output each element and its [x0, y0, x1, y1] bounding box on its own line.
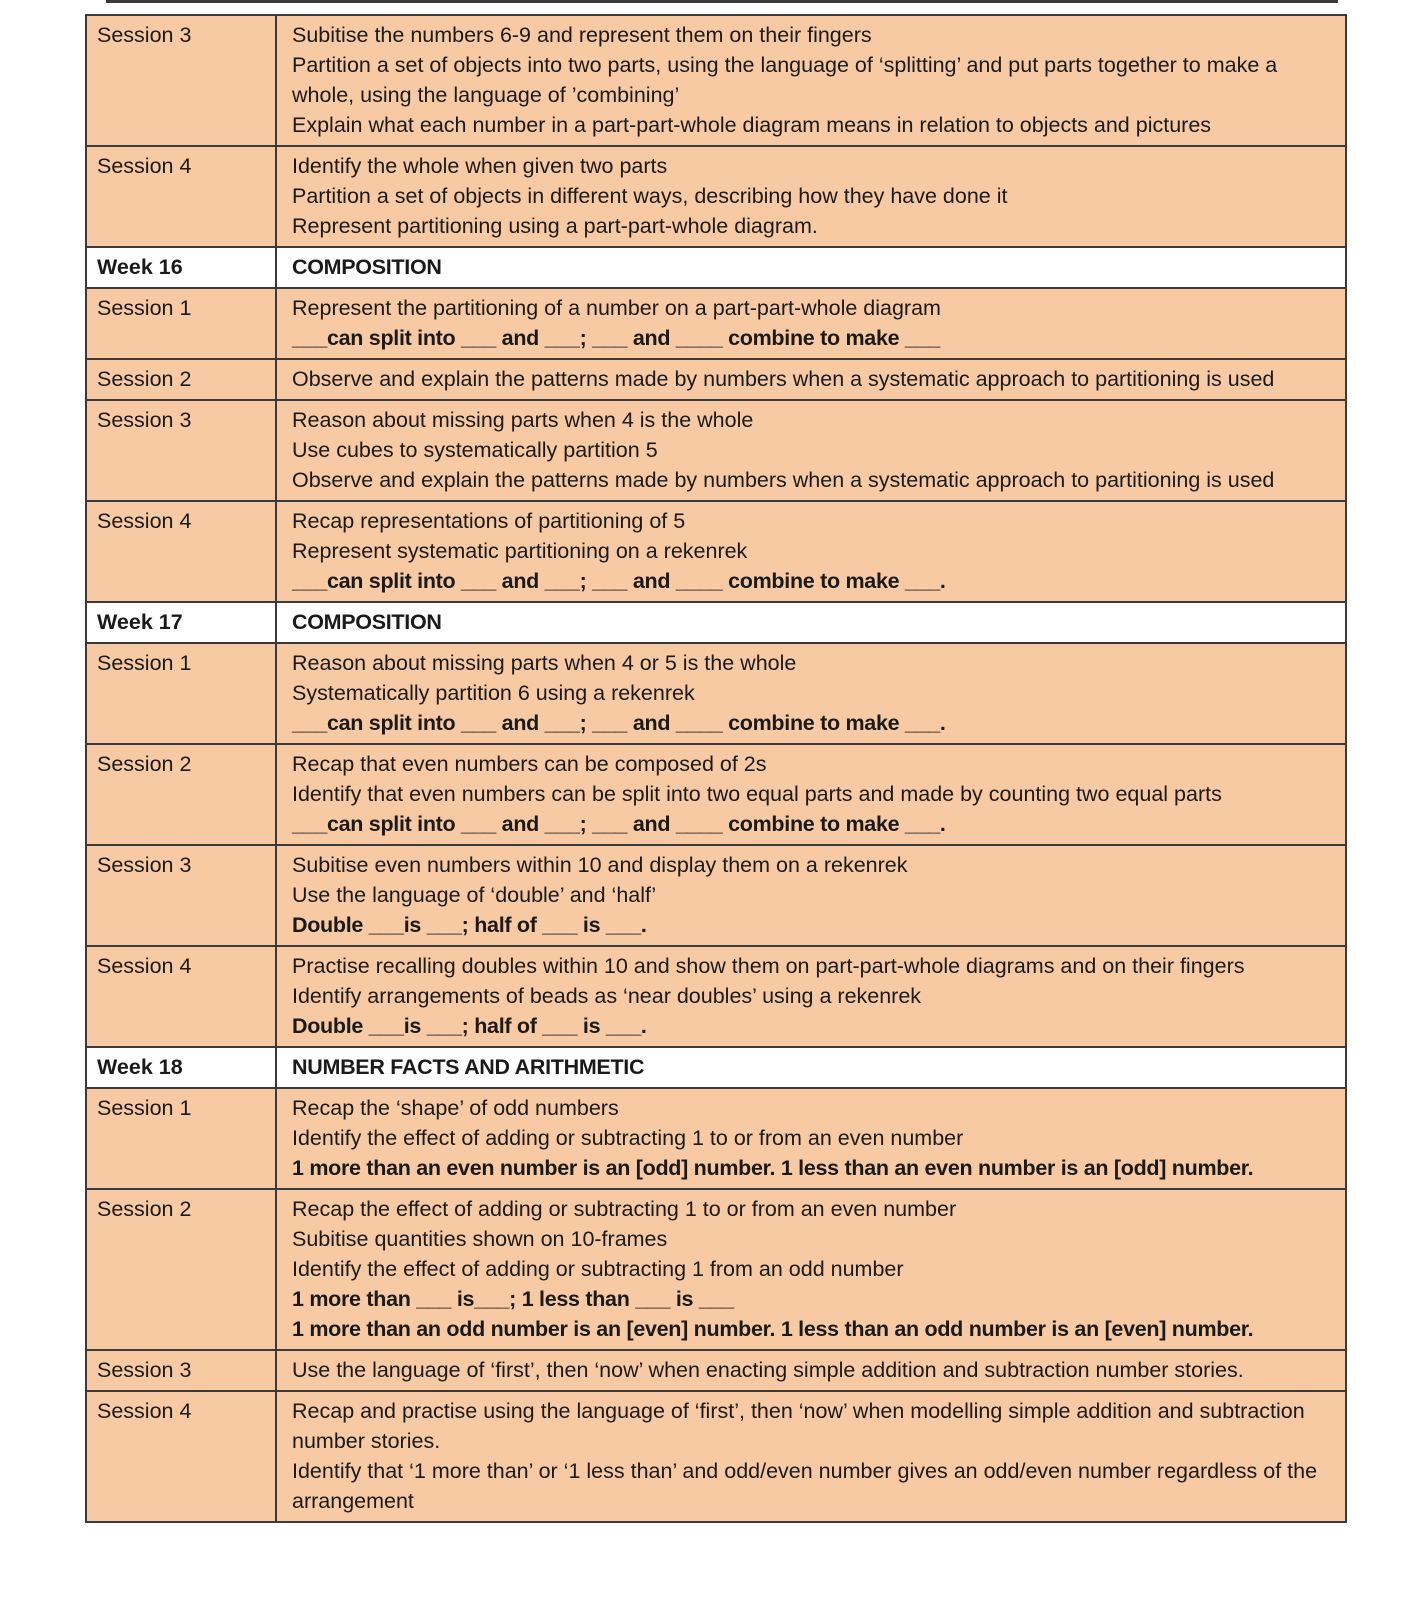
session-row [87, 16, 1345, 145]
objective-line: Use cubes to systematically partition 5 [292, 438, 658, 462]
session-description-cell [277, 16, 1345, 145]
session-label: Session 3 [97, 1358, 192, 1382]
session-label: Session 3 [97, 23, 192, 47]
session-label-cell [87, 360, 277, 399]
session-label-cell [87, 147, 277, 246]
session-label: Session 4 [97, 954, 192, 978]
objective-line: Identify the effect of adding or subtracting 1 to or from an even number [292, 1126, 964, 1150]
session-label-cell [87, 1392, 277, 1521]
session-row [87, 642, 1345, 743]
key-phrase-line: 1 more than ___ is___; 1 less than ___ is ___ [292, 1287, 734, 1311]
session-row [87, 500, 1345, 601]
session-description-cell [277, 401, 1345, 500]
key-phrase-line: 1 more than an even number is an [odd] number. 1 less than an even number is an [odd] number. [292, 1156, 1254, 1180]
session-row [87, 743, 1345, 844]
session-description-cell [277, 502, 1345, 601]
objective-line: Subitise even numbers within 10 and display them on a rekenrek [292, 853, 908, 877]
week-label: Week 17 [97, 610, 183, 634]
session-label-cell [87, 16, 277, 145]
session-label: Session 1 [97, 296, 192, 320]
session-label: Session 4 [97, 1399, 192, 1423]
session-label-cell [87, 947, 277, 1046]
session-row [87, 287, 1345, 358]
session-label-cell [87, 289, 277, 358]
objective-line: Represent partitioning using a part-part-whole diagram. [292, 214, 818, 238]
week-label-cell [87, 603, 277, 642]
objective-line: Partition a set of objects into two parts, using the language of ‘splitting’ and put parts together to make a whole, using the language of ’combining’ [292, 53, 1278, 107]
session-label-cell [87, 401, 277, 500]
objective-line: Identify arrangements of beads as ‘near doubles’ using a rekenrek [292, 984, 922, 1008]
session-row [87, 358, 1345, 399]
key-phrase-line: Double ___is ___; half of ___ is ___. [292, 1014, 647, 1038]
objective-line: Recap that even numbers can be composed of 2s [292, 752, 767, 776]
session-label: Session 1 [97, 651, 192, 675]
key-phrase-line: ___can split into ___ and ___; ___ and ____ combine to make ___. [292, 711, 946, 735]
session-row [87, 145, 1345, 246]
key-phrase-line: COMPOSITION [292, 255, 442, 279]
session-label-cell [87, 1089, 277, 1188]
objective-line: Identify the whole when given two parts [292, 154, 668, 178]
session-label-cell [87, 502, 277, 601]
curriculum-table [85, 14, 1347, 1523]
session-row [87, 844, 1345, 945]
session-label: Session 1 [97, 1096, 192, 1120]
objective-line: Recap and practise using the language of ‘first’, then ‘now’ when modelling simple addition and subtraction number stories. [292, 1399, 1305, 1453]
week-topic-cell [277, 248, 1345, 287]
objective-line: Reason about missing parts when 4 is the whole [292, 408, 754, 432]
session-row [87, 1188, 1345, 1349]
previous-row-border-fragment [106, 0, 1338, 3]
week-header-row [87, 601, 1345, 642]
session-description-cell [277, 1351, 1345, 1390]
session-label-cell [87, 644, 277, 743]
objective-line: Subitise quantities shown on 10-frames [292, 1227, 668, 1251]
session-description-cell [277, 360, 1345, 399]
session-description-cell [277, 846, 1345, 945]
objective-line: Recap representations of partitioning of 5 [292, 509, 686, 533]
session-row [87, 945, 1345, 1046]
objective-line: Partition a set of objects in different ways, describing how they have done it [292, 184, 1008, 208]
session-description-cell [277, 147, 1345, 246]
key-phrase-line: 1 more than an odd number is an [even] number. 1 less than an odd number is an [even] number. [292, 1317, 1254, 1341]
session-label: Session 4 [97, 154, 192, 178]
week-label-cell [87, 248, 277, 287]
session-row [87, 1349, 1345, 1390]
objective-line: Represent systematic partitioning on a rekenrek [292, 539, 748, 563]
session-description-cell [277, 745, 1345, 844]
session-description-cell [277, 1392, 1345, 1521]
objective-line: Identify that even numbers can be split into two equal parts and made by counting two equal parts [292, 782, 1222, 806]
objective-line: Systematically partition 6 using a rekenrek [292, 681, 695, 705]
session-row [87, 1390, 1345, 1521]
objective-line: Use the language of ‘first’, then ‘now’ when enacting simple addition and subtraction number stories. [292, 1358, 1244, 1382]
objective-line: Explain what each number in a part-part-whole diagram means in relation to objects and pictures [292, 113, 1212, 137]
key-phrase-line: Double ___is ___; half of ___ is ___. [292, 913, 647, 937]
objective-line: Practise recalling doubles within 10 and show them on part-part-whole diagrams and on their fingers [292, 954, 1245, 978]
objective-line: Observe and explain the patterns made by numbers when a systematic approach to partitioning is used [292, 367, 1275, 391]
objective-line: Represent the partitioning of a number on a part-part-whole diagram [292, 296, 941, 320]
week-header-row [87, 246, 1345, 287]
session-label-cell [87, 745, 277, 844]
session-label: Session 4 [97, 509, 192, 533]
session-description-cell [277, 947, 1345, 1046]
session-label: Session 2 [97, 752, 192, 776]
session-label: Session 3 [97, 853, 192, 877]
session-label: Session 2 [97, 367, 192, 391]
week-topic-cell [277, 603, 1345, 642]
objective-line: Observe and explain the patterns made by numbers when a systematic approach to partitioning is used [292, 468, 1275, 492]
session-label: Session 3 [97, 408, 192, 432]
session-label: Session 2 [97, 1197, 192, 1221]
objective-line: Use the language of ‘double’ and ‘half’ [292, 883, 657, 907]
session-label-cell [87, 1190, 277, 1349]
session-description-cell [277, 289, 1345, 358]
objective-line: Subitise the numbers 6-9 and represent them on their fingers [292, 23, 872, 47]
objective-line: Reason about missing parts when 4 or 5 is the whole [292, 651, 797, 675]
week-header-row [87, 1046, 1345, 1087]
week-label: Week 18 [97, 1055, 183, 1079]
session-description-cell [277, 1190, 1345, 1349]
week-label-cell [87, 1048, 277, 1087]
week-label: Week 16 [97, 255, 183, 279]
key-phrase-line: NUMBER FACTS AND ARITHMETIC [292, 1055, 645, 1079]
session-description-cell [277, 644, 1345, 743]
key-phrase-line: COMPOSITION [292, 610, 442, 634]
session-row [87, 399, 1345, 500]
key-phrase-line: ___can split into ___ and ___; ___ and ____ combine to make ___. [292, 812, 946, 836]
week-topic-cell [277, 1048, 1345, 1087]
key-phrase-line: ___can split into ___ and ___; ___ and ____ combine to make ___ [292, 326, 940, 350]
session-description-cell [277, 1089, 1345, 1188]
objective-line: Recap the effect of adding or subtracting 1 to or from an even number [292, 1197, 957, 1221]
session-label-cell [87, 846, 277, 945]
session-row [87, 1087, 1345, 1188]
objective-line: Identify that ‘1 more than’ or ‘1 less than’ and odd/even number gives an odd/even number regardless of the arrangement [292, 1459, 1318, 1513]
key-phrase-line: ___can split into ___ and ___; ___ and ____ combine to make ___. [292, 569, 946, 593]
session-label-cell [87, 1351, 277, 1390]
objective-line: Recap the ‘shape’ of odd numbers [292, 1096, 619, 1120]
objective-line: Identify the effect of adding or subtracting 1 from an odd number [292, 1257, 904, 1281]
